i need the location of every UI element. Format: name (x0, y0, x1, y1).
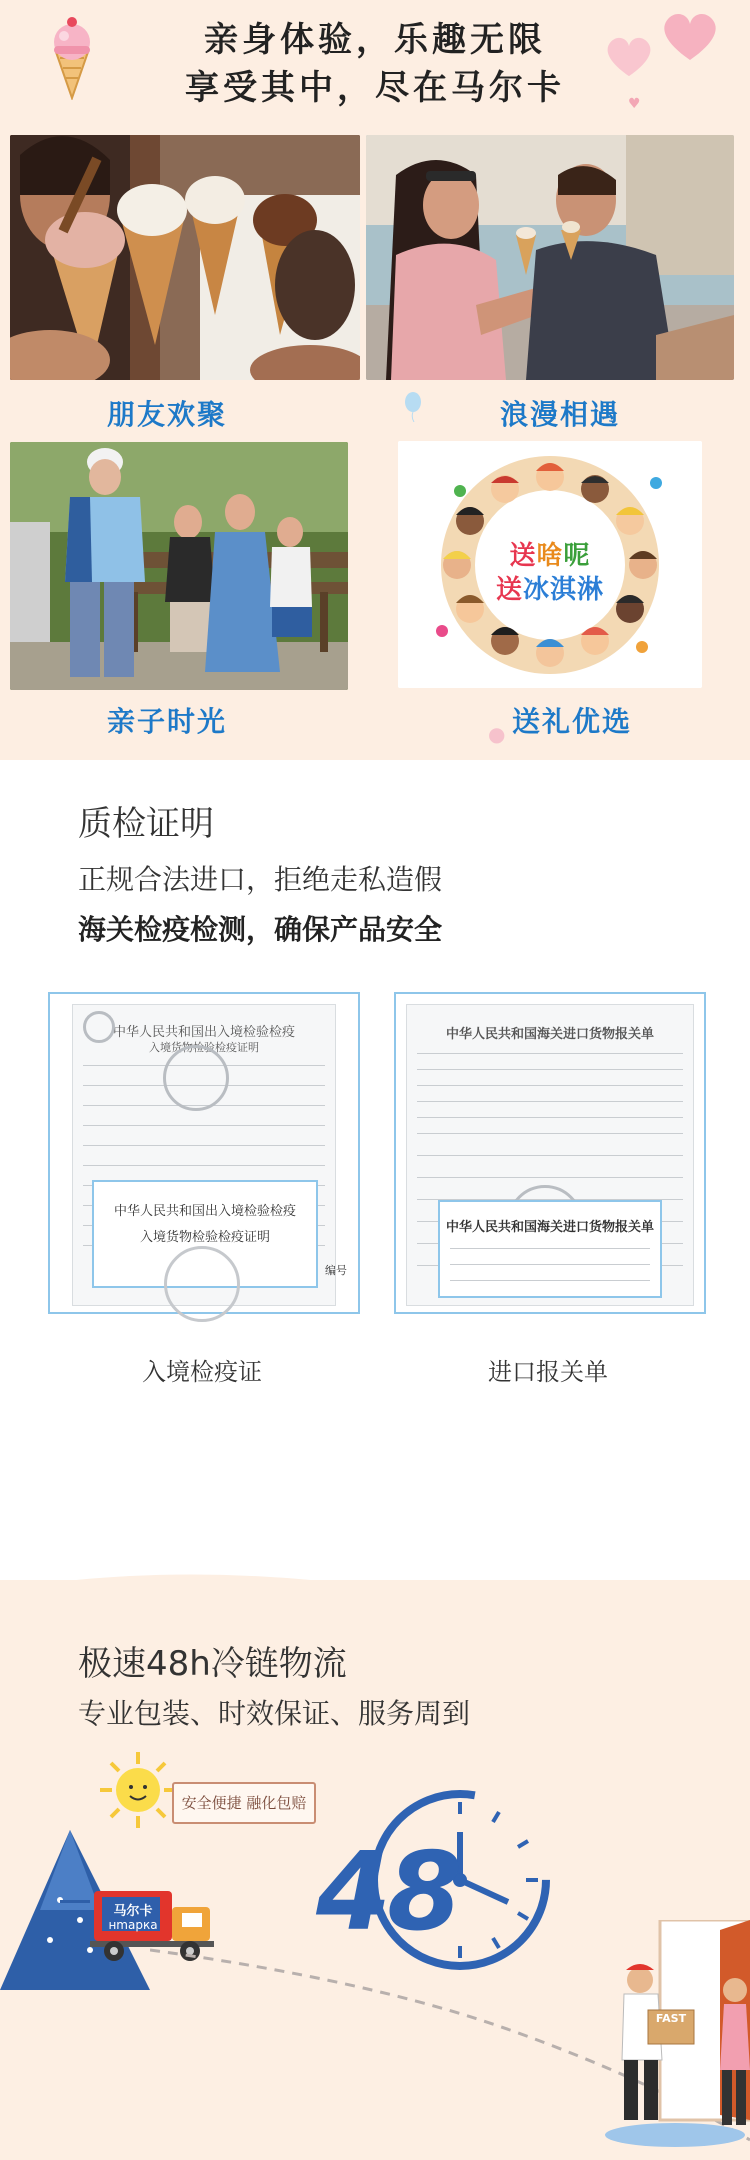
quality-title: 质检证明 (78, 804, 214, 844)
doc-label-declaration: 进口报关单 (488, 1358, 608, 1386)
balloon-icon (403, 392, 423, 422)
small-heart-icon: ♥ (628, 96, 641, 112)
dot-decoration: ● (488, 722, 506, 746)
heart-icon (660, 10, 720, 64)
truck-brand-ru: нmapкa (108, 1918, 158, 1932)
header-line-1: 亲身体验，乐趣无限 (204, 20, 546, 60)
caption-family: 亲子时光 (107, 705, 228, 738)
quality-line-2: 海关检疫检测，确保产品安全 (78, 913, 443, 946)
photo-friends (10, 135, 360, 380)
gift-slogan-line-2: 送冰淇淋 (495, 575, 605, 605)
doc-label-inspection: 入境检疫证 (142, 1358, 262, 1386)
header-line-2: 享受其中，尽在马尔卡 (185, 68, 565, 108)
gift-illustration (398, 441, 702, 688)
quality-line-1: 正规合法进口，拒绝走私造假 (78, 863, 443, 896)
quality-section (0, 760, 750, 1580)
certificate-zoom-line-2: 入境货物检验检疫证明 (139, 1230, 270, 1245)
certificate-zoom-line-1: 中华人民共和国出入境检验检疫 (113, 1204, 296, 1219)
delivery-door-illustration (600, 1920, 750, 2150)
declaration-heading: 中华人民共和国海关进口货物报关单 (445, 1027, 654, 1042)
official-seal-icon (163, 1045, 229, 1111)
certificate-number-label: 编号 (325, 1264, 347, 1277)
certificate-subheading: 入境货物检验检疫证明 (149, 1041, 259, 1054)
truck-brand-cn: 马尔卡 (113, 1904, 153, 1919)
gift-slogan-line-1: 送啥呢 (509, 541, 591, 571)
certificate-zoom (92, 1180, 347, 1288)
photo-family (10, 442, 348, 690)
official-seal-icon (164, 1246, 240, 1322)
declaration-zoom-line: 中华人民共和国海关进口货物报关单 (445, 1220, 654, 1235)
emblem-icon (83, 1011, 115, 1043)
experience-section (0, 0, 750, 760)
delivery-hours-number: 48 (316, 1830, 459, 1955)
caption-gift: 送礼优选 (512, 705, 633, 738)
heart-icon (604, 34, 654, 80)
certificate-heading: 中华人民共和国出入境检验检疫 (112, 1025, 295, 1040)
speed-line (60, 1900, 90, 1903)
caption-couple: 浪漫相遇 (500, 398, 621, 431)
speed-line (55, 1912, 89, 1915)
logistics-subtitle: 专业包装、时效保证、服务周到 (78, 1697, 471, 1730)
guarantee-tag: 安全便捷 融化包赔 (172, 1782, 316, 1824)
caption-friends: 朋友欢聚 (107, 398, 228, 431)
parcel-label: FAST (655, 2012, 687, 2025)
logistics-title: 极速48h冷链物流 (78, 1644, 347, 1684)
logistics-section (0, 1580, 750, 2160)
photo-couple (366, 135, 734, 380)
declaration-zoom (438, 1200, 662, 1298)
